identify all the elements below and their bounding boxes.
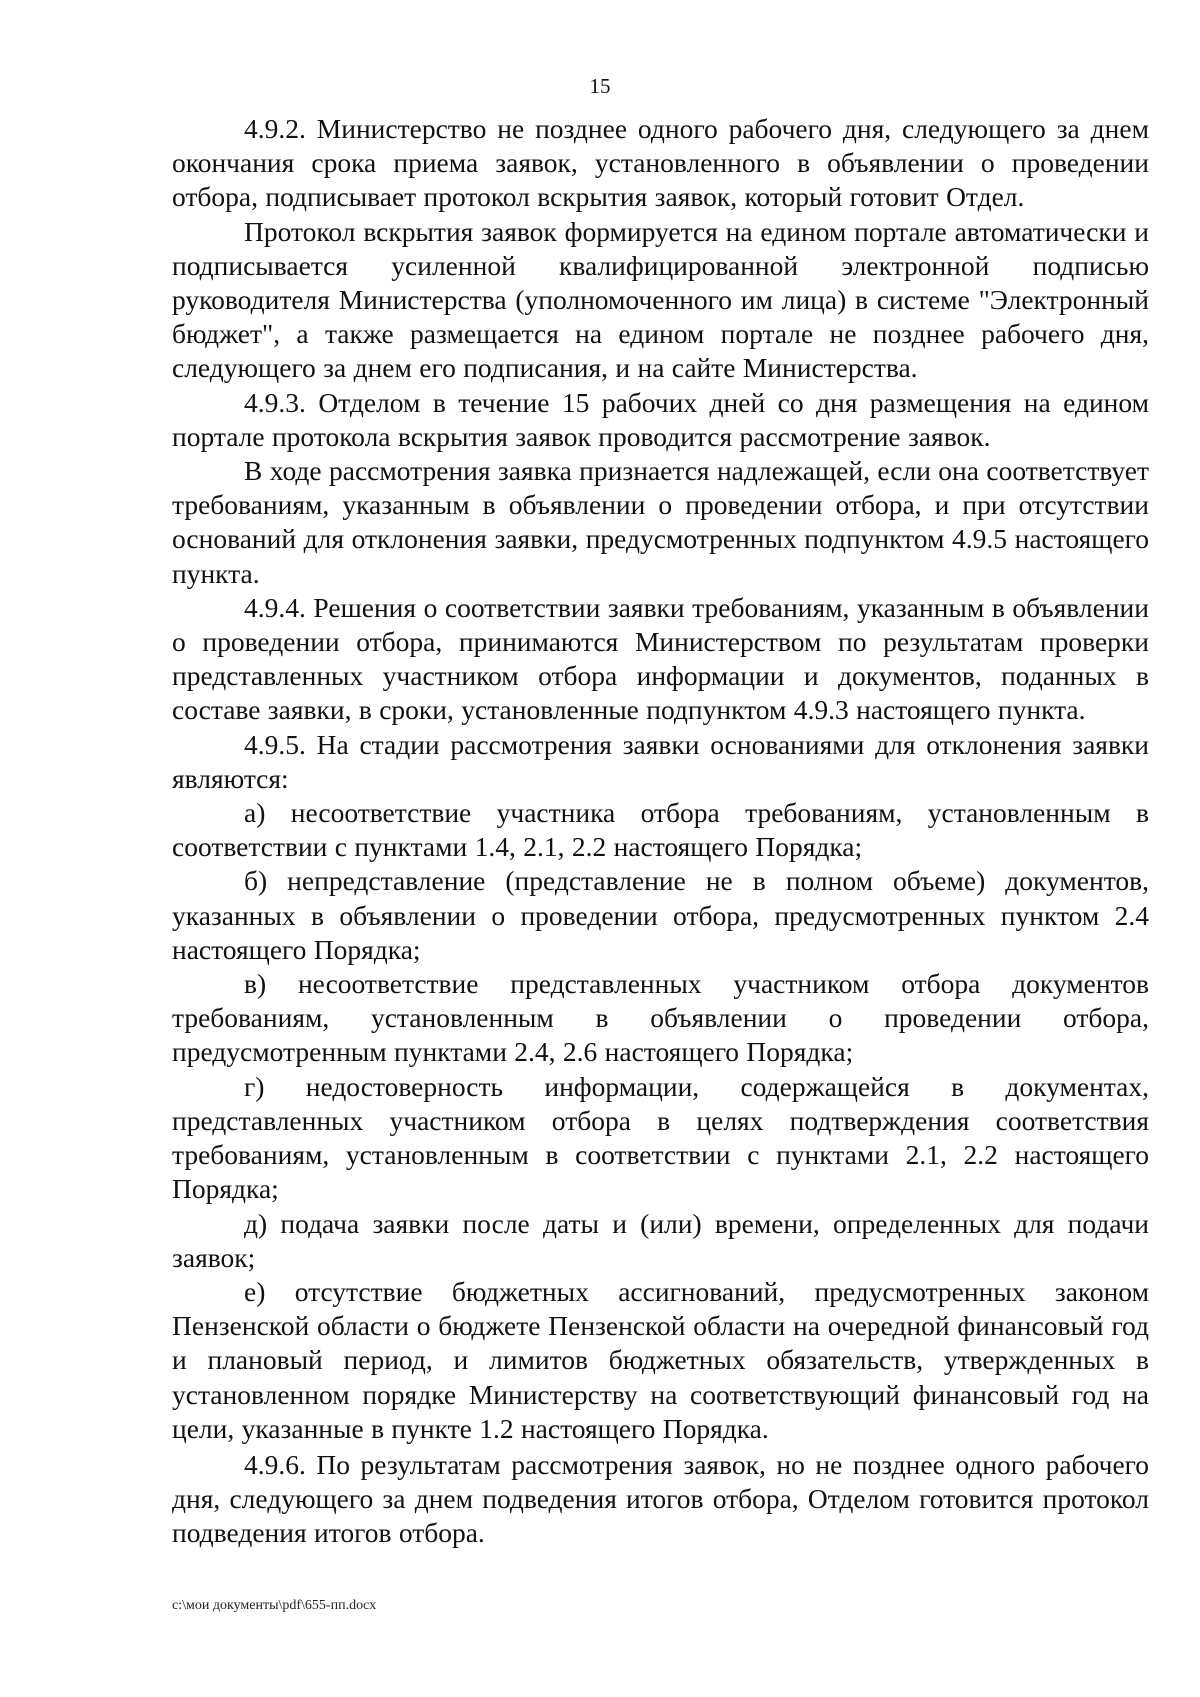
list-item-v: в) несоответствие представленных участником отбора документов требованиям, установленным в объявлении о проведении отбора, предусмотренным пунктами 2.4, 2.6 настоящего Порядка;	[172, 968, 1149, 1068]
list-item-a: а) несоответствие участника отбора требованиям, установленным в соответствии с пунктами 1.4, 2.1, 2.2 настоящего Порядка;	[172, 797, 1149, 863]
paragraph-4-9-3: 4.9.3. Отделом в течение 15 рабочих дней со дня размещения на едином портале протокола вскрытия заявок проводится рассмотрение заявок.	[172, 386, 1149, 452]
footer-file-path: c:\мои документы\pdf\655-пп.docx	[172, 1598, 377, 1613]
paragraph-review: В ходе рассмотрения заявка признается надлежащей, если она соответствует требованиям, указанным в объявлении о проведении отбора, и при отсутствии оснований для отклонения заявки, предусмотренных подпунктом 4.9.5 настоящего пункта.	[172, 455, 1149, 589]
paragraph-4-9-4: 4.9.4. Решения о соответствии заявки требованиям, указанным в объявлении о проведении отбора, принимаются Министерством по результатам проверки представленных участником отбора информации и документов, поданных в составе заявки, в сроки, установленные подпунктом 4.9.3 настоящего пункта.	[172, 591, 1149, 726]
paragraph-4-9-2: 4.9.2. Министерство не позднее одного рабочего дня, следующего за днем окончания срока приема заявок, установленного в объявлении о проведении отбора, подписывает протокол вскрытия заявок, который готовит Отдел.	[172, 113, 1149, 213]
list-item-b: б) непредставление (представление не в полном объеме) документов, указанных в объявлении о проведении отбора, предусмотренных пунктом 2.4 настоящего Порядка;	[172, 865, 1149, 965]
list-item-g: г) недостоверность информации, содержащейся в документах, представленных участником отбора в целях подтверждения соответствия требованиям, установленным в соответствии с пунктами 2.1, 2.2 настоящего Порядка;	[172, 1070, 1149, 1205]
list-item-e: е) отсутствие бюджетных ассигнований, предусмотренных законом Пензенской области о бюджете Пензенской области на очередной финансовый год и плановый период, и лимитов бюджетных обязательств, утвержденных в установленном порядке Министерству на соответствующий финансовый год на цели, указанные в пункте 1.2 настоящего Порядка.	[172, 1275, 1149, 1444]
paragraph-4-9-6: 4.9.6. По результатам рассмотрения заявок, но не позднее одного рабочего дня, следующего за днем подведения итогов отбора, Отделом готовится протокол подведения итогов отбора.	[172, 1448, 1149, 1549]
document-body	[172, 112, 1149, 1551]
page-number: 15	[589, 74, 611, 98]
list-item-d: д) подача заявки после даты и (или) времени, определенных для подачи заявок;	[172, 1207, 1149, 1273]
paragraph-protocol: Протокол вскрытия заявок формируется на едином портале автоматически и подписывается усиленной квалифицированной электронной подписью руководителя Министерства (уполномоченного им лица) в системе "Электронный бюджет", а также размещается на едином портале не позднее рабочего дня, следующего за днем его подписания, и на сайте Министерства.	[172, 215, 1149, 384]
paragraph-4-9-5: 4.9.5. На стадии рассмотрения заявки основаниями для отклонения заявки являются:	[172, 728, 1149, 794]
